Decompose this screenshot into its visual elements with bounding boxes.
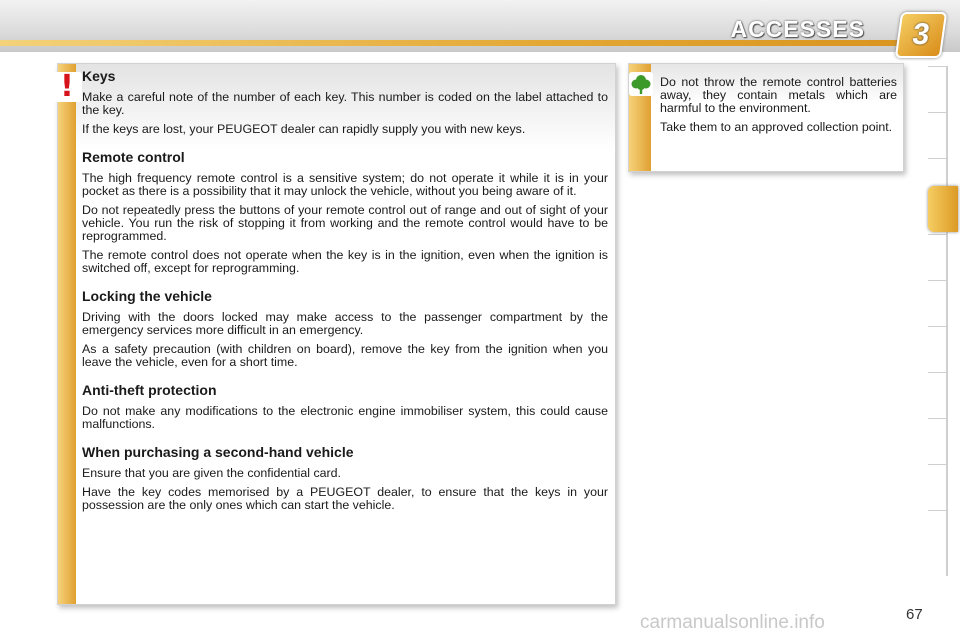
chapter-number: 3	[910, 18, 932, 51]
chapter-tab[interactable]	[928, 326, 946, 371]
chapter-tab[interactable]	[928, 418, 946, 463]
paragraph: Driving with the doors locked may make access to the passenger compartment by the emergency services more difficult in an emergency.	[82, 310, 608, 337]
chapter-tab-active[interactable]	[928, 186, 958, 232]
paragraph: Make a careful note of the number of each key. This number is coded on the label attached to the key.	[82, 90, 608, 117]
tree-icon	[629, 72, 653, 96]
paragraph: The high frequency remote control is a sensitive system; do not operate it while it is in your pocket as there is a possibility that it may unlock the vehicle, without you being aware of it.	[82, 171, 608, 198]
section-heading: Remote control	[82, 149, 185, 165]
section-second-hand	[82, 444, 608, 512]
chapter-tabs	[928, 66, 948, 576]
chapter-badge	[895, 12, 947, 58]
section-remote-control	[82, 149, 608, 275]
section-heading: Anti-theft protection	[82, 382, 217, 398]
section-heading: Locking the vehicle	[82, 288, 212, 304]
page-number: 67	[906, 606, 923, 623]
section-anti-theft	[82, 382, 608, 431]
chapter-tab[interactable]	[928, 66, 946, 111]
section-locking	[82, 288, 608, 369]
paragraph: Have the key codes memorised by a PEUGEOT dealer, to ensure that the keys in your possession are the only ones which can start the vehicle.	[82, 485, 608, 512]
paragraph: Do not make any modifications to the electronic engine immobiliser system, this could cause malfunctions.	[82, 404, 608, 431]
paragraph: As a safety precaution (with children on board), remove the key from the ignition when you leave the vehicle, even for a short time.	[82, 342, 608, 369]
warning-content	[82, 68, 608, 525]
paragraph: Ensure that you are given the confidential card.	[82, 466, 341, 480]
eco-note-text	[660, 76, 897, 140]
paragraph: If the keys are lost, your PEUGEOT dealer can rapidly supply you with new keys.	[82, 122, 526, 136]
chapter-tab[interactable]	[928, 234, 946, 279]
chapter-tab[interactable]	[928, 372, 946, 417]
paragraph: Take them to an approved collection point.	[660, 120, 893, 134]
chapter-tab[interactable]	[928, 280, 946, 325]
paragraph: The remote control does not operate when the key is in the ignition, even when the ignition is switched off, except for reprogramming.	[82, 248, 608, 275]
warning-box-edge	[58, 64, 76, 604]
section-title: ACCESSES	[730, 16, 865, 42]
section-keys	[82, 68, 608, 136]
chapter-tab[interactable]	[928, 464, 946, 509]
paragraph: Do not repeatedly press the buttons of your remote control out of range and out of sight of your vehicle. You run the risk of stopping it from working and the remote control would have to be reprogrammed.	[82, 203, 608, 243]
chapter-tab[interactable]	[928, 510, 946, 555]
section-heading: Keys	[82, 68, 116, 84]
section-heading: When purchasing a second-hand vehicle	[82, 444, 354, 460]
watermark: carmanualsonline.info	[640, 612, 825, 633]
paragraph: Do not throw the remote control batteries away, they contain metals which are harmful to the environment.	[660, 75, 897, 115]
warning-icon: !	[52, 72, 82, 102]
chapter-tab[interactable]	[928, 112, 946, 157]
